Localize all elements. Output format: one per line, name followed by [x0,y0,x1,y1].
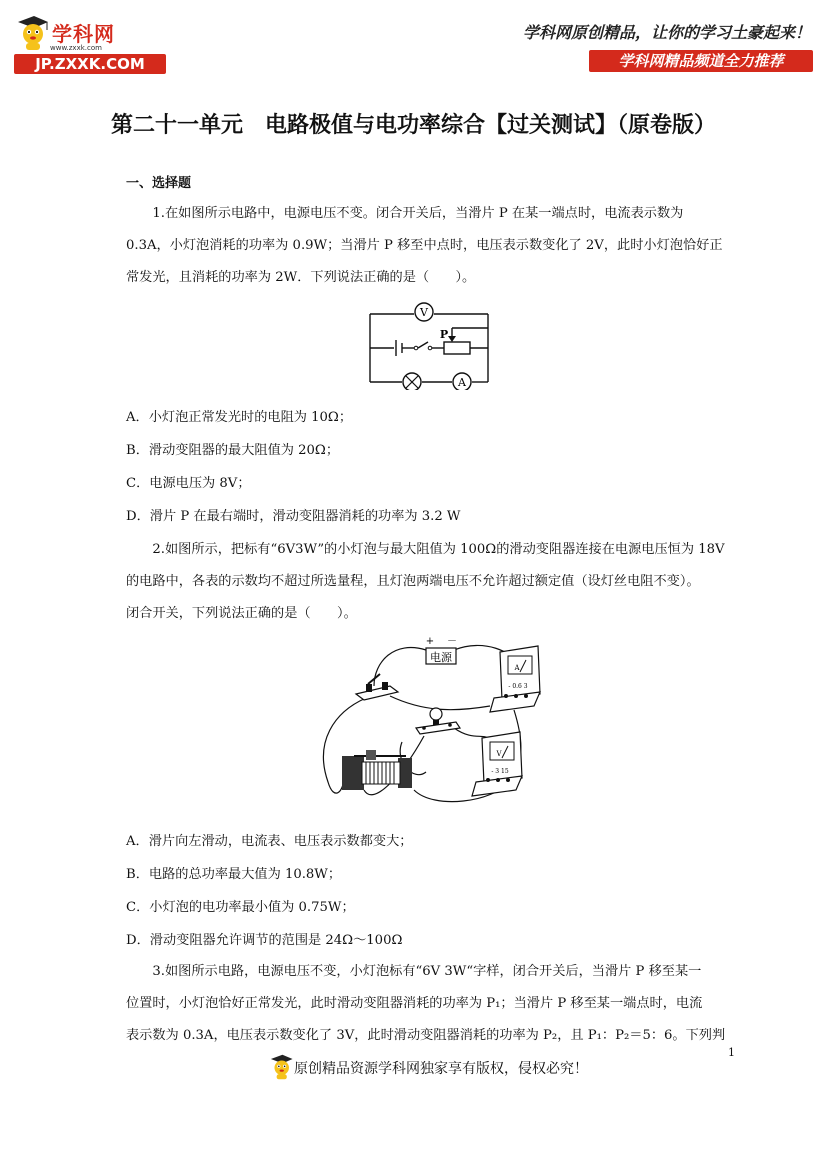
q1-option-d[interactable]: D．滑片 P 在最右端时，滑动变阻器消耗的功率为 3.2 W [126,509,461,524]
channel-banner[interactable]: 学科网精品频道全力推荐 [589,50,813,72]
rheostat [342,750,412,790]
q3-line1: 3.如图所示电路，电源电压不变，小灯泡标有“6V 3W“字样，闭合开关后，当滑片 P 移至某一 [152,964,702,979]
voltmeter-device [472,732,522,796]
q1-line2: 0.3A，小灯泡消耗的功率为 0.9W；当滑片 P 移至中点时，电压表示数变化了 2V，此时小灯泡恰好正 [126,238,723,253]
q1-option-c[interactable]: C．电源电压为 8V； [126,476,251,491]
logo-url[interactable]: JP.ZXXK.COM [14,54,166,74]
ammeter-letter: A [514,664,520,672]
slogan: 学科网原创精品，让你的学习土豪起来！ [522,23,811,42]
q2-option-c[interactable]: C．小灯泡的电功率最小值为 0.75W； [126,900,355,915]
section-heading: 一、选择题 [126,176,192,191]
mascot-icon [268,1052,294,1082]
plus-label: + [425,636,435,647]
q1-option-b[interactable]: B．滑动变阻器的最大阻值为 20Ω； [126,443,340,458]
q2-option-d[interactable]: D．滑动变阻器允许调节的范围是 24Ω～100Ω [126,933,403,948]
q2-option-a[interactable]: A．滑片向左滑动，电流表、电压表示数都变大； [126,834,413,849]
mascot-icon [14,14,50,52]
voltmeter-label: V [420,306,428,319]
q2-option-b[interactable]: B．电路的总功率最大值为 10.8W； [126,867,342,882]
page-title: 第二十一单元 电路极值与电功率综合【过关测试】（原卷版） [110,113,716,138]
ammeter-device [490,646,540,712]
q2-apparatus-diagram [314,632,542,818]
q3-line3: 表示数为 0.3A，电压表示数变化了 3V，此时滑动变阻器消耗的功率为 P₂，且 P₁：P₂＝5：6。下列判 [126,1028,726,1043]
power-source-label: 电源 [430,651,452,664]
logo-name: 学科网 [52,22,115,46]
page-footer [0,1052,827,1092]
question-2-text [126,534,734,630]
q2-line3: 闭合开关，下列说法正确的是（ ）。 [126,606,357,621]
question-3-text [126,956,734,1052]
q1-circuit-diagram [360,298,494,390]
q1-line3: 常发光，且消耗的功率为 2W．下列说法正确的是（ ）。 [126,270,476,285]
question-1-text [126,198,734,294]
voltmeter-terminals: - 3 15 [491,768,509,775]
page-number: 1 [728,1046,735,1059]
zxxk-logo[interactable] [14,14,164,74]
logo-small-url: www.zxxk.com [50,44,102,52]
q3-line2: 位置时，小灯泡恰好正常发光，此时滑动变阻器消耗的功率为 P₁；当滑片 P 移至某一端点时，电流 [126,996,703,1011]
q2-line1: 2.如图所示，把标有“6V3W”的小灯泡与最大阻值为 100Ω的滑动变阻器连接在电源电压恒为 18V [152,542,725,557]
ammeter-terminals: - 0.6 3 [508,683,528,690]
slider-label: P [439,328,449,341]
voltmeter-letter: V [496,750,502,758]
page-header [0,0,827,80]
q1-option-a[interactable]: A．小灯泡正常发光时的电阻为 10Ω； [126,410,353,425]
q1-line1: 1.在如图所示电路中，电源电压不变。闭合开关后，当滑片 P 在某一端点时，电流表示数为 [152,206,684,221]
ammeter-label: A [458,376,466,389]
minus-label: － [447,636,457,647]
knife-switch [356,674,398,700]
q2-line2: 的电路中，各表的示数均不超过所选量程，且灯泡两端电压不允许超过额定值（设灯丝电阻不变）。 [126,574,700,589]
copyright-notice: 原创精品资源学科网独家享有版权，侵权必究！ [294,1061,588,1077]
light-bulb [416,708,460,734]
